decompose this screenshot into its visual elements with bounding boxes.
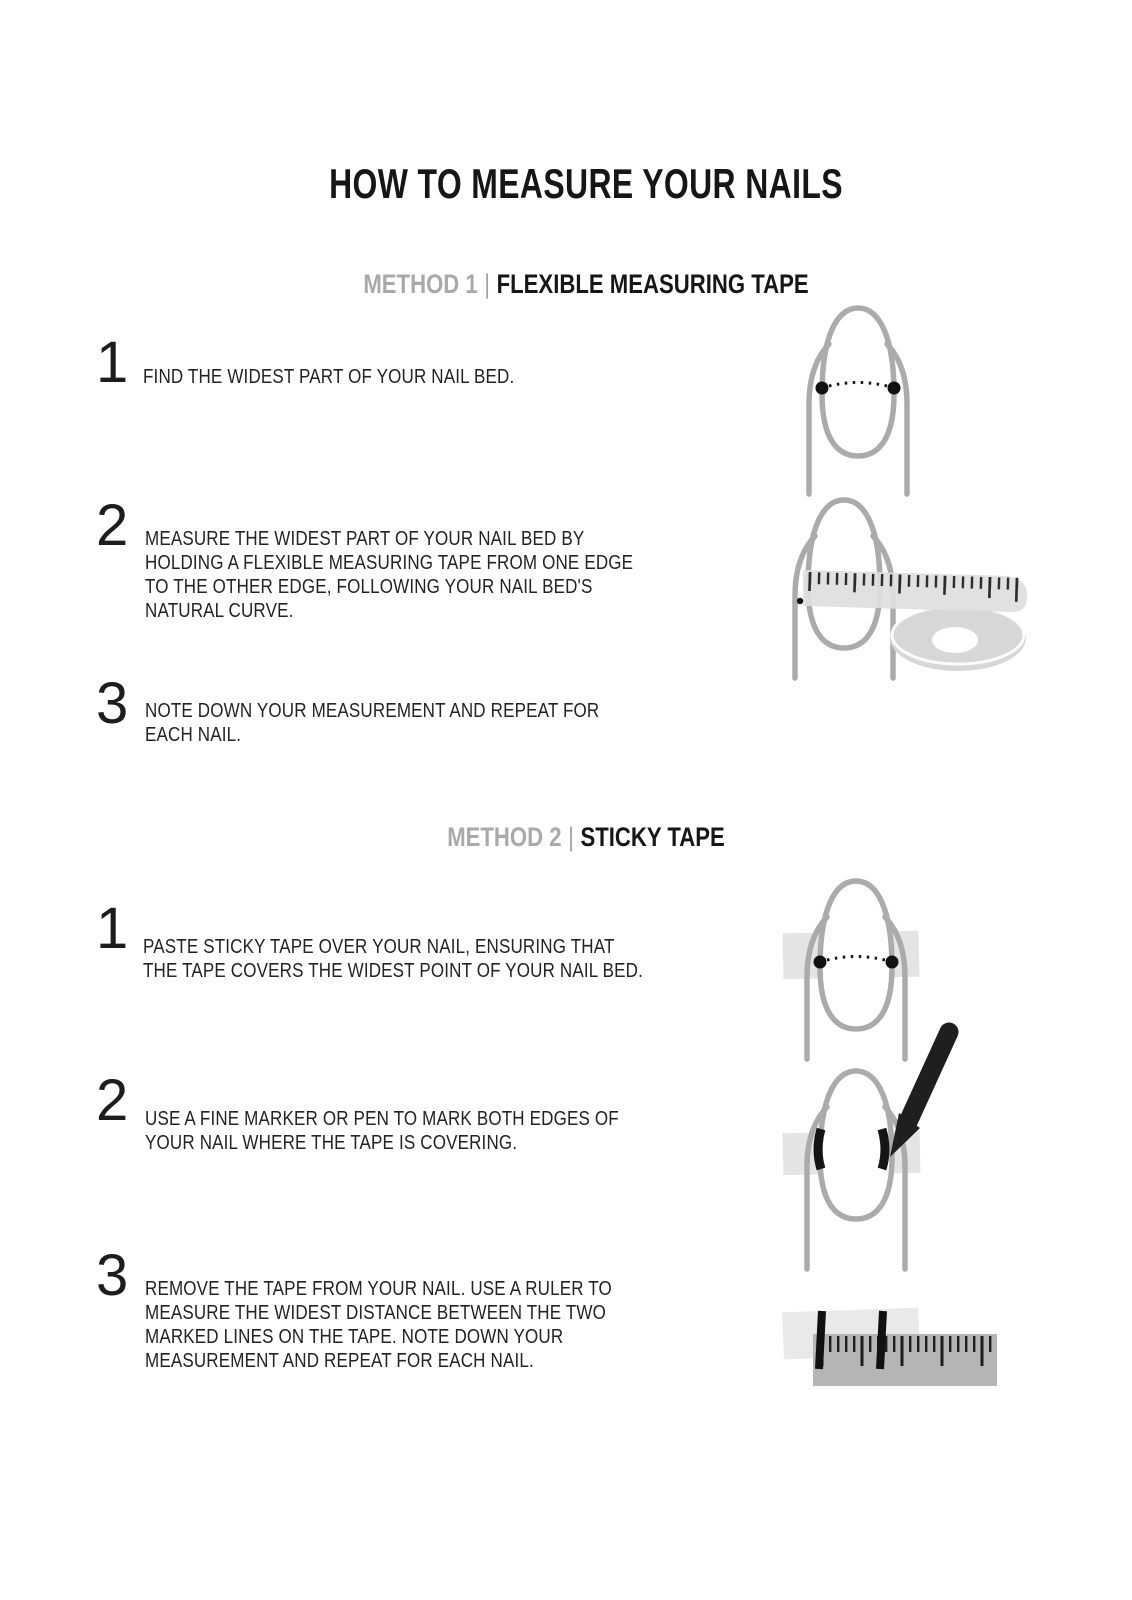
step-number: 3: [96, 671, 129, 736]
measure-dot-left: [816, 382, 829, 395]
tape-edge-dot: [797, 598, 803, 604]
marker-mark-right: [882, 1129, 885, 1169]
step-text-line: USE A FINE MARKER OR PEN TO MARK BOTH EDGES OF: [145, 1108, 619, 1130]
measure-dot-left: [814, 956, 827, 969]
step-text-line: THE TAPE COVERS THE WIDEST POINT OF YOUR NAIL BED.: [143, 960, 644, 982]
step-text-line: EACH NAIL.: [145, 724, 242, 746]
measuring-tape-illustration: [783, 488, 1035, 706]
page-title: HOW TO MEASURE YOUR NAILS: [329, 160, 843, 207]
step-text: [143, 935, 643, 983]
step-text-line: MEASURE THE WIDEST DISTANCE BETWEEN THE TWO: [145, 1302, 607, 1324]
step-text-line: YOUR NAIL WHERE THE TAPE IS COVERING.: [145, 1132, 518, 1154]
step-text: [145, 699, 599, 747]
marker-mark-left: [818, 1129, 821, 1169]
tape-roll-hole: [932, 627, 978, 653]
step-text-line: MEASUREMENT AND REPEAT FOR EACH NAIL.: [145, 1350, 534, 1372]
step-text-line: TO THE OTHER EDGE, FOLLOWING YOUR NAIL BED'S: [145, 576, 593, 598]
step-text-line: PASTE STICKY TAPE OVER YOUR NAIL, ENSURING THAT: [143, 936, 615, 958]
step-text-line: FIND THE WIDEST PART OF YOUR NAIL BED.: [143, 366, 515, 388]
method-2-name: STICKY TAPE: [580, 822, 725, 852]
nail-outline: [822, 308, 894, 456]
step-text: [145, 1107, 619, 1155]
step-text: [145, 1277, 612, 1373]
marker-marking-nail-illustration: [773, 1014, 991, 1272]
step-number: 2: [96, 493, 129, 558]
measure-dot-right: [886, 956, 899, 969]
ruler-with-tape-illustration: [773, 1298, 1013, 1400]
step-text: [145, 527, 633, 623]
step-number: 1: [96, 330, 129, 395]
step-text-line: REMOVE THE TAPE FROM YOUR NAIL. USE A RULER TO: [145, 1278, 612, 1300]
step-text-line: HOLDING A FLEXIBLE MEASURING TAPE FROM ONE EDGE: [145, 552, 634, 574]
method-1-header: [122, 268, 1050, 300]
marker-mark-left: [819, 1311, 822, 1369]
method-2-separator: |: [568, 822, 574, 852]
method-1-label: METHOD 1: [363, 269, 478, 299]
step-number: 3: [96, 1243, 129, 1308]
method-2-label: METHOD 2: [447, 822, 562, 852]
step-number: 2: [96, 1068, 129, 1133]
method-1-name: FLEXIBLE MEASURING TAPE: [496, 269, 809, 299]
step-text: [143, 365, 514, 389]
method-2-header: [122, 821, 1050, 853]
measure-dot-right: [888, 382, 901, 395]
fingernail-widest-part-illustration: [798, 298, 918, 500]
step-text-line: MARKED LINES ON THE TAPE. NOTE DOWN YOUR: [145, 1326, 564, 1348]
nail-outline: [820, 881, 892, 1029]
step-number: 1: [96, 896, 129, 961]
marker-mark-right: [880, 1311, 883, 1369]
step-text-line: MEASURE THE WIDEST PART OF YOUR NAIL BED BY: [145, 528, 585, 550]
step-text-line: NOTE DOWN YOUR MEASUREMENT AND REPEAT FOR: [145, 700, 600, 722]
step-text-line: NATURAL CURVE.: [145, 600, 294, 622]
method-1-separator: |: [484, 269, 491, 299]
